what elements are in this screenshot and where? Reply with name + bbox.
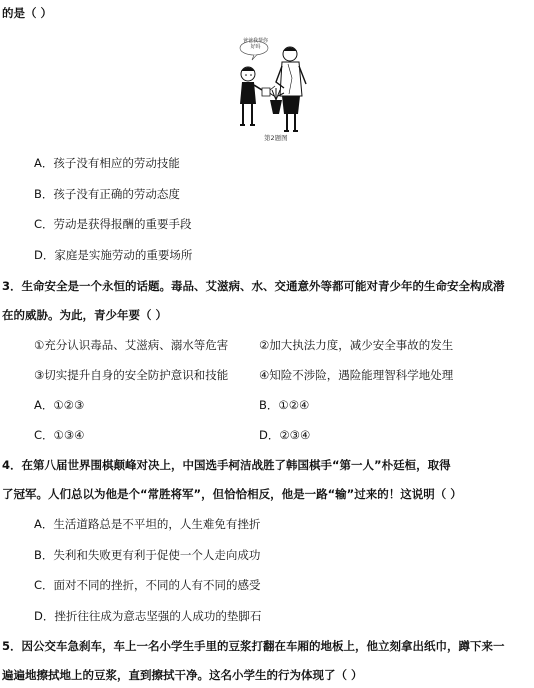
q4-option-a: A．生活道路总是不平坦的，人生难免有挫折 [34, 517, 261, 531]
q5-stem-line2: 遍遍地擦拭地上的豆浆，直到擦拭干净。这名小学生的行为体现了（ ） [2, 668, 363, 682]
q3-statement-1: ①充分认识毒品、艾滋病、溺水等危害 [34, 338, 229, 352]
q3-option-a: A．①②③ [34, 398, 85, 412]
speech-bubble-line: 爸爸我帮你 [243, 38, 269, 44]
speech-bubble-line: 好吗 [250, 44, 261, 50]
q3-option-b: B．①②④ [259, 398, 310, 412]
q2-option-b: B．孩子没有正确的劳动态度 [34, 187, 180, 201]
q3-statement-3: ③切实提升自身的安全防护意识和技能 [34, 368, 229, 382]
q3-statement-4: ④知险不涉险，遇险能理智科学地处理 [259, 368, 454, 382]
question-stem-tail: 的是（ ） [2, 6, 53, 20]
q3-stem-line1: 3．生命安全是一个永恒的话题。毒品、艾滋病、水、交通意外等都可能对青少年的生命安全构成潜 [2, 279, 505, 293]
q4-option-b: B．失利和失败更有利于促使一个人走向成功 [34, 548, 261, 562]
cartoon-figure [232, 38, 320, 142]
q4-stem-line2: 了冠军。人们总以为他是个“常胜将军”，但恰恰相反，他是一路“输”过来的！这说明（ ） [2, 487, 462, 501]
q4-option-c: C．面对不同的挫折，不同的人有不同的感受 [34, 578, 261, 592]
q2-option-d: D．家庭是实施劳动的重要场所 [34, 248, 193, 262]
q4-stem-line1: 4．在第八届世界围棋颠峰对决上，中国选手柯洁战胜了韩国棋手“第一人”朴廷桓，取得 [2, 458, 451, 472]
q4-option-d: D．挫折往往成为意志坚强的人成功的垫脚石 [34, 609, 262, 623]
q3-option-d: D．②③④ [259, 428, 311, 442]
cartoon-illustration [232, 38, 320, 142]
q3-stem-line2: 在的威胁。为此，青少年要（ ） [2, 308, 168, 322]
q3-statement-2: ②加大执法力度，减少安全事故的发生 [259, 338, 454, 352]
figure-caption: 第2题图 [264, 134, 288, 142]
speech-bubble-text [243, 38, 268, 50]
q3-option-c: C．①③④ [34, 428, 85, 442]
q2-option-a: A．孩子没有相应的劳动技能 [34, 156, 180, 170]
q2-option-c: C．劳动是获得报酬的重要手段 [34, 217, 192, 231]
q5-stem-line1: 5．因公交车急刹车，车上一名小学生手里的豆浆打翻在车厢的地板上，他立刻拿出纸巾，蹲下来一 [2, 639, 505, 653]
